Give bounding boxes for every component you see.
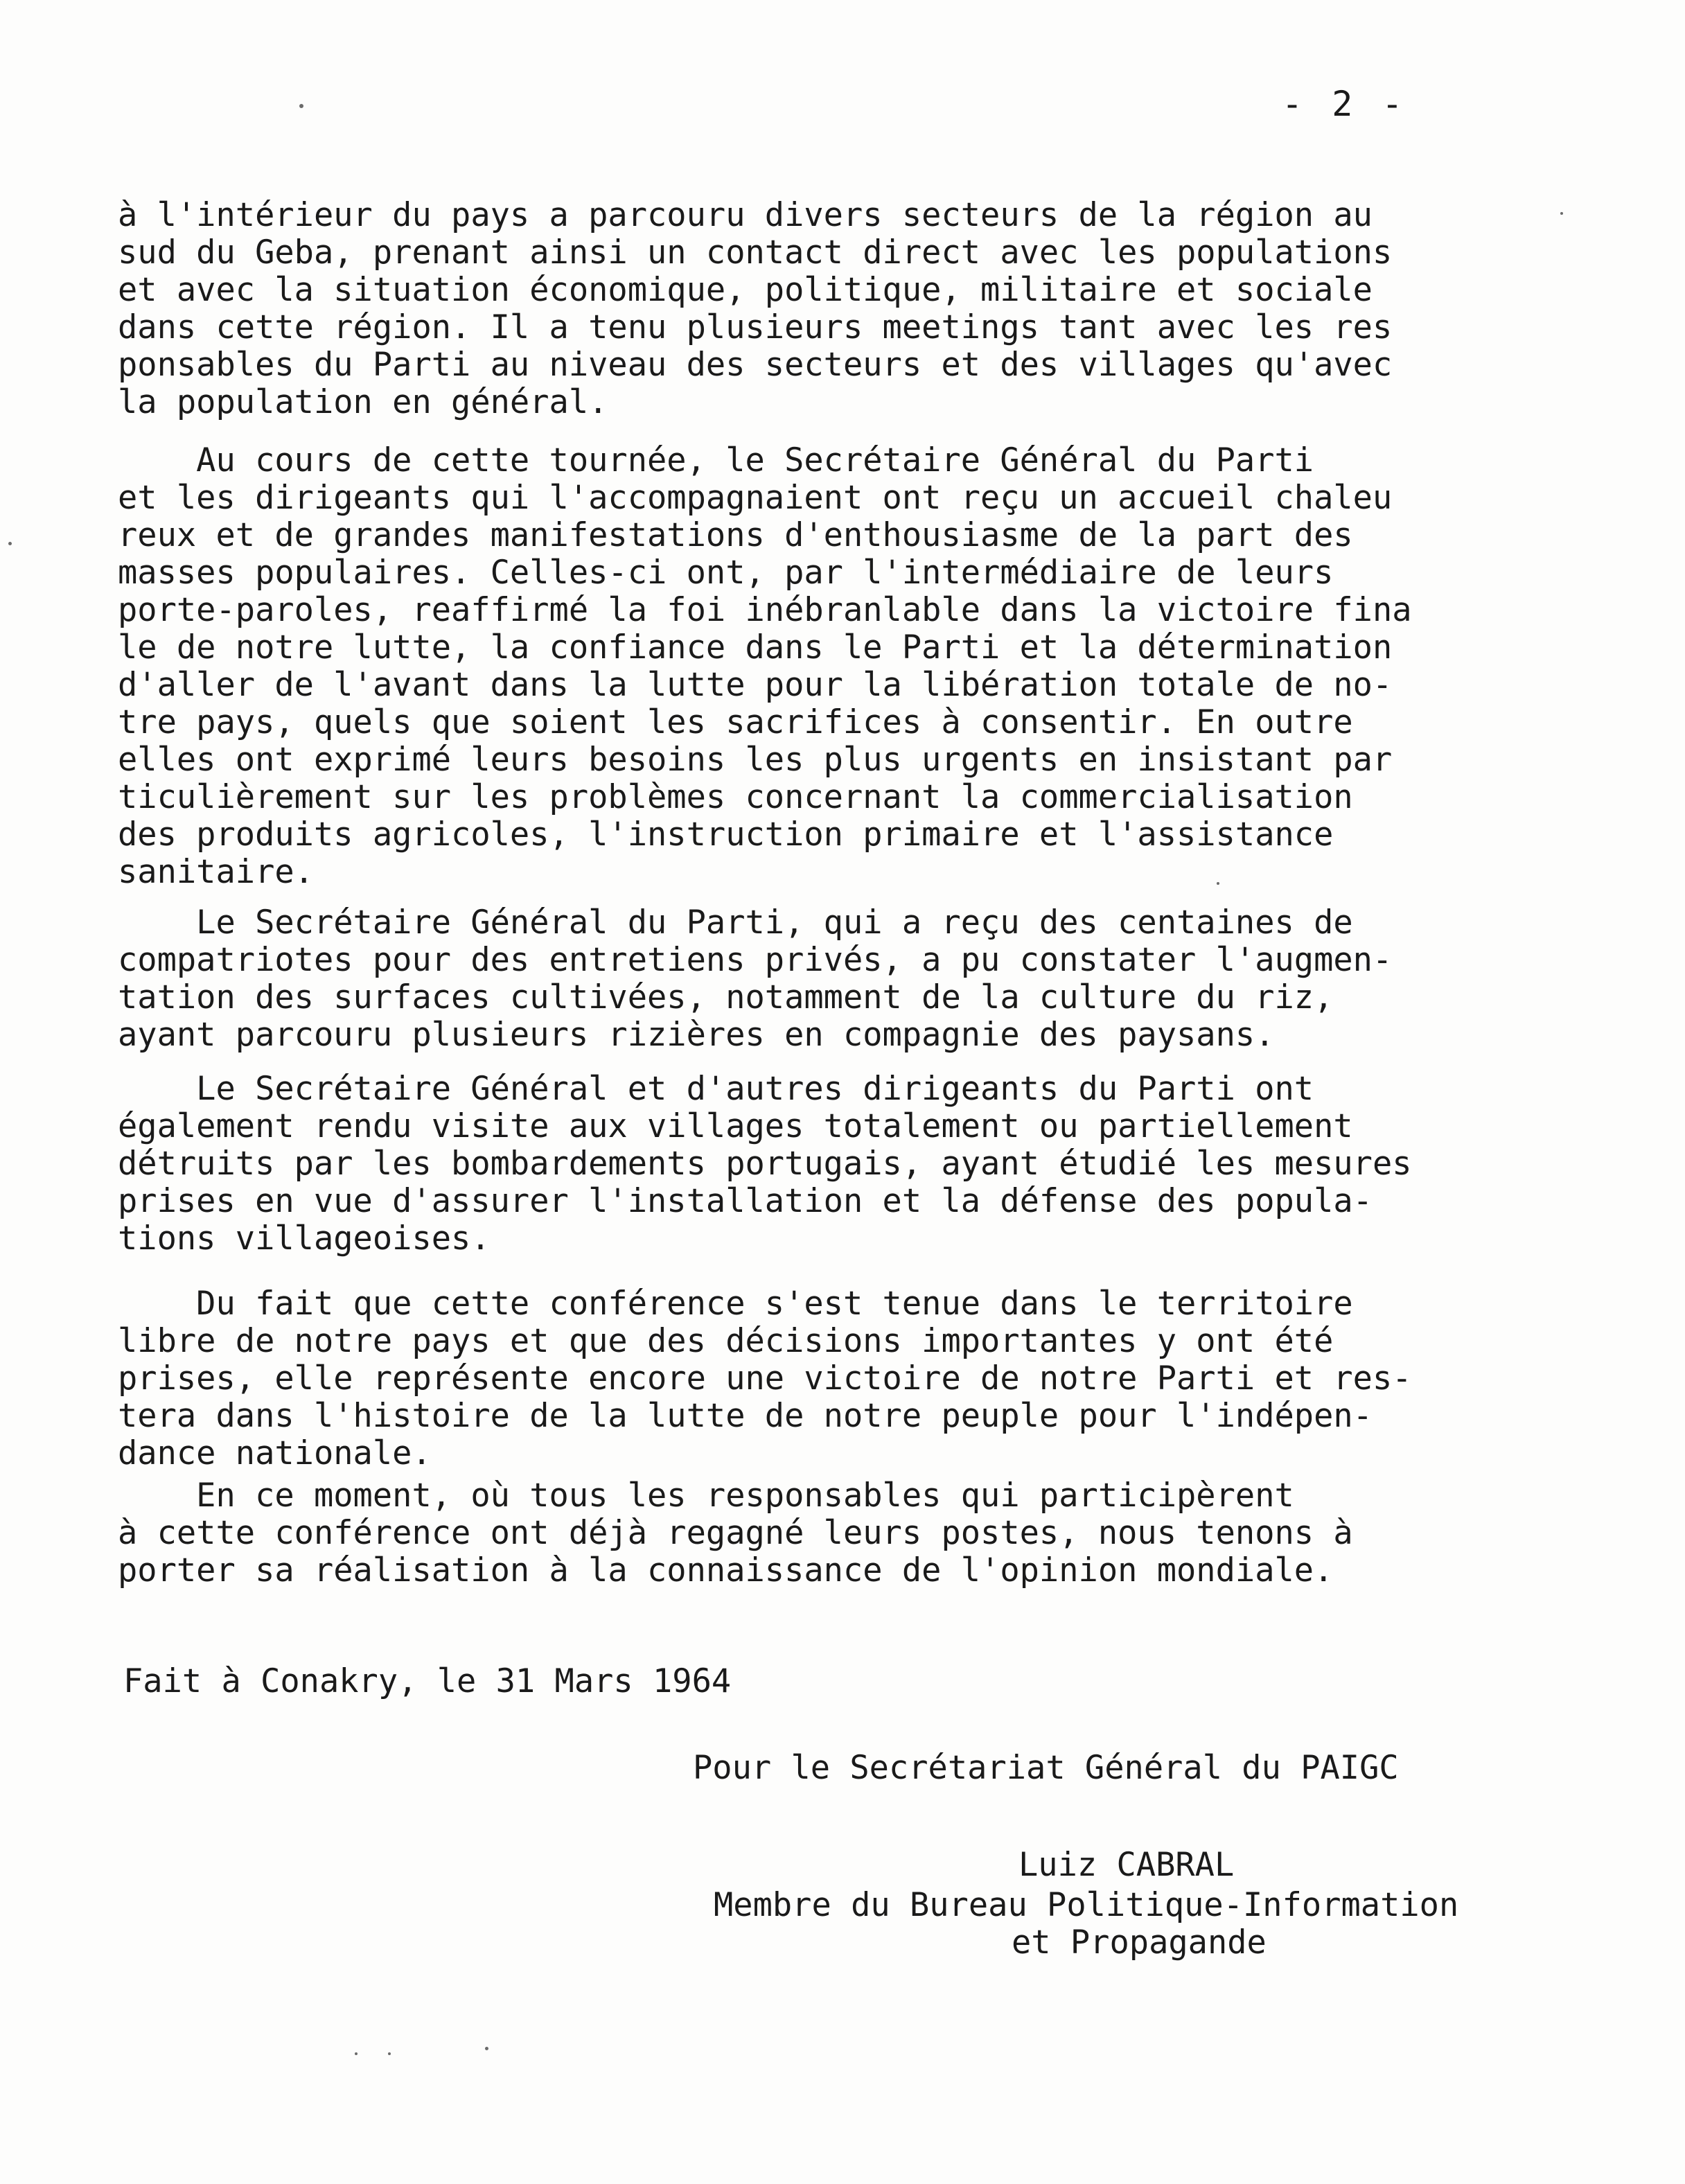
text-line: libre de notre pays et que des décisions importantes y ont été xyxy=(118,1322,1334,1360)
text-line: également rendu visite aux villages totalement ou partiellement xyxy=(118,1107,1353,1145)
text-line: tation des surfaces cultivées, notamment de la culture du riz, xyxy=(118,978,1334,1016)
signature-for-line: Pour le Secrétariat Général du PAIGC xyxy=(693,1749,1399,1787)
text-line: et avec la situation économique, politique, militaire et sociale xyxy=(118,271,1373,309)
text-line: porte-paroles, reaffirmé la foi inébranlable dans la victoire fina xyxy=(118,591,1412,629)
paragraph-3 xyxy=(118,904,1587,1054)
text-line: d'aller de l'avant dans la lutte pour la libération totale de no- xyxy=(118,666,1393,704)
text-line: des produits agricoles, l'instruction primaire et l'assistance xyxy=(118,816,1334,854)
text-line: à cette conférence ont déjà regagné leurs postes, nous tenons à xyxy=(118,1514,1353,1552)
page-number: - 2 - xyxy=(1282,84,1407,124)
text-line: Du fait que cette conférence s'est tenue dans le territoire xyxy=(118,1285,1353,1323)
text-line: sanitaire. xyxy=(118,853,314,891)
text-line: reux et de grandes manifestations d'enthousiasme de la part des xyxy=(118,516,1353,554)
text-line: En ce moment, où tous les responsables qui participèrent xyxy=(118,1477,1294,1515)
scan-speck xyxy=(299,104,303,108)
paragraph-1 xyxy=(118,197,1587,421)
text-line: à l'intérieur du pays a parcouru divers secteurs de la région au xyxy=(118,196,1373,234)
text-line: masses populaires. Celles-ci ont, par l'intermédiaire de leurs xyxy=(118,554,1334,592)
paragraph-5 xyxy=(118,1285,1587,1472)
text-line: tre pays, quels que soient les sacrifices à consentir. En outre xyxy=(118,703,1353,741)
text-line: Au cours de cette tournée, le Secrétaire Général du Parti xyxy=(118,441,1314,479)
text-line: détruits par les bombardements portugais, ayant étudié les mesures xyxy=(118,1145,1412,1183)
paragraph-4 xyxy=(118,1071,1587,1258)
paragraph-6 xyxy=(118,1477,1587,1589)
text-line: prises, elle représente encore une victoire de notre Parti et res- xyxy=(118,1359,1412,1398)
text-line: et les dirigeants qui l'accompagnaient ont reçu un accueil chaleu xyxy=(118,479,1393,517)
text-line: le de notre lutte, la confiance dans le Parti et la détermination xyxy=(118,628,1393,667)
text-line: tions villageoises. xyxy=(118,1219,491,1258)
scan-speck xyxy=(355,2052,358,2055)
text-line: dans cette région. Il a tenu plusieurs meetings tant avec les res xyxy=(118,308,1393,346)
place-and-date: Fait à Conakry, le 31 Mars 1964 xyxy=(123,1662,732,1700)
paragraph-2 xyxy=(118,442,1587,891)
signatory-role-line-1: Membre du Bureau Politique-Information xyxy=(714,1886,1459,1924)
text-line: compatriotes pour des entretiens privés, a pu constater l'augmen- xyxy=(118,941,1393,979)
scan-speck xyxy=(388,2052,391,2055)
text-line: ponsables du Parti au niveau des secteurs et des villages qu'avec xyxy=(118,346,1393,384)
text-line: elles ont exprimé leurs besoins les plus urgents en insistant par xyxy=(118,741,1393,779)
text-line: tera dans l'histoire de la lutte de notre peuple pour l'indépen- xyxy=(118,1397,1373,1435)
signatory-name: Luiz CABRAL xyxy=(1018,1846,1235,1884)
scan-speck xyxy=(1560,212,1563,215)
scan-speck xyxy=(1217,882,1219,885)
text-line: prises en vue d'assurer l'installation et la défense des popula- xyxy=(118,1182,1373,1220)
text-line: Le Secrétaire Général du Parti, qui a reçu des centaines de xyxy=(118,904,1353,942)
scan-speck xyxy=(485,2047,488,2050)
text-line: dance nationale. xyxy=(118,1434,432,1472)
signatory-role-line-2: et Propagande xyxy=(1012,1923,1267,1962)
scan-speck xyxy=(8,542,12,545)
text-line: Le Secrétaire Général et d'autres dirigeants du Parti ont xyxy=(118,1070,1314,1108)
text-line: sud du Geba, prenant ainsi un contact direct avec les populations xyxy=(118,234,1393,272)
text-line: la population en général. xyxy=(118,383,608,421)
text-line: ayant parcouru plusieurs rizières en compagnie des paysans. xyxy=(118,1016,1275,1054)
text-line: ticulièrement sur les problèmes concernant la commercialisation xyxy=(118,778,1353,816)
text-line: porter sa réalisation à la connaissance de l'opinion mondiale. xyxy=(118,1551,1334,1589)
